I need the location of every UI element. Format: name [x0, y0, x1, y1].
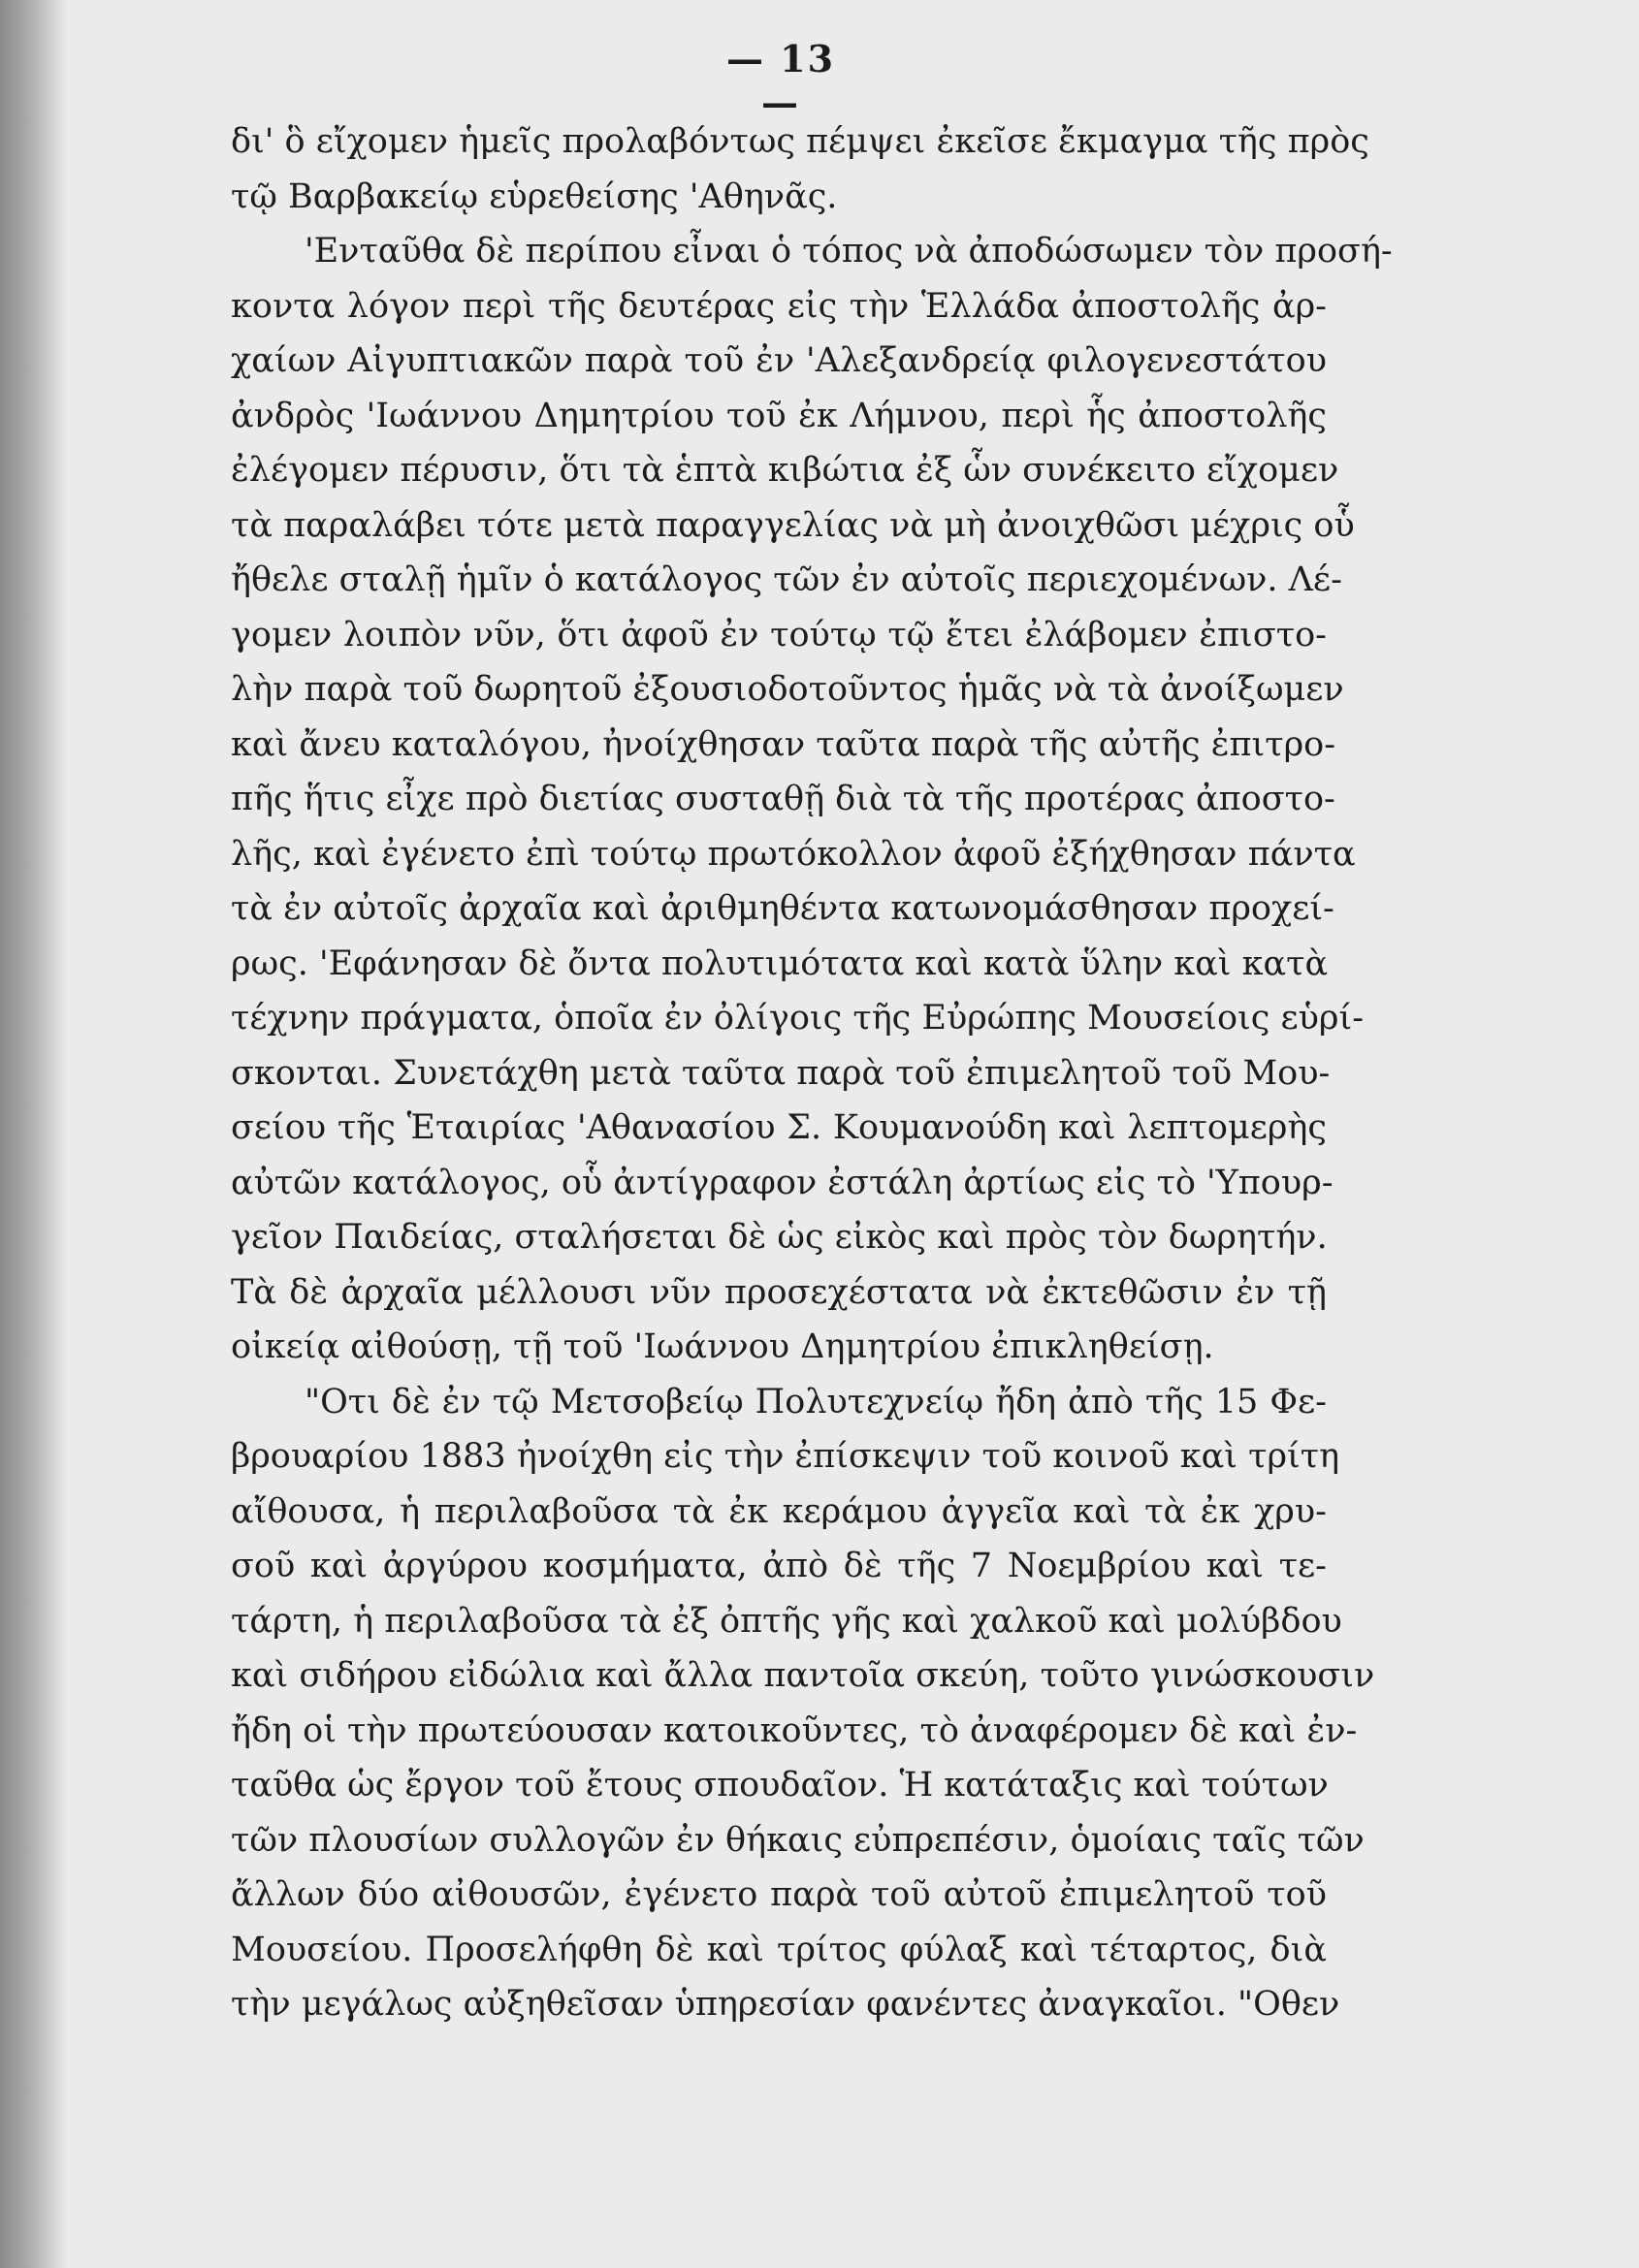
- text-line: ἐλέγομεν πέρυσιν, ὅτι τὰ ἑπτὰ κιβώτια ἐξ ὧν συνέκειτο εἴχομεν: [231, 451, 1339, 490]
- text-line: τέχνην πράγματα, ὁποῖα ἐν ὀλίγοις τῆς Εὐρώπης Μουσείοις εὑρί-: [231, 999, 1365, 1038]
- text-line: σοῦ καὶ ἀργύρου κοσμήματα, ἀπὸ δὲ τῆς 7 Νοεμβρίου καὶ τε-: [231, 1547, 1327, 1585]
- text-line: ἀνδρὸς 'Ιωάννου Δημητρίου τοῦ ἐκ Λήμνου, περὶ ἧς ἀποστολῆς: [231, 396, 1327, 435]
- text-line: σείου τῆς Ἑταιρίας 'Αθανασίου Σ. Κουμανούδη καὶ λεπτομερὴς: [231, 1108, 1327, 1147]
- text-line: "Οτι δὲ ἐν τῷ Μετσοβείῳ Πολυτεχνείῳ ἤδη ἀπὸ τῆς 15 Φε-: [305, 1382, 1327, 1421]
- text-line: τῶν πλουσίων συλλογῶν ἐν θήκαις εὐπρεπέσιν, ὁμοίαις ταῖς τῶν: [231, 1820, 1365, 1860]
- text-line: τὴν μεγάλως αὐξηθεῖσαν ὑπηρεσίαν φανέντες ἀναγκαῖοι. "Οθεν: [231, 1985, 1340, 2024]
- text-line: χαίων Αἰγυπτιακῶν παρὰ τοῦ ἐν 'Αλεξανδρείᾳ φιλογενεστάτου: [231, 341, 1327, 380]
- text-line: Τὰ δὲ ἀρχαῖα μέλλουσι νῦν προσεχέστατα νὰ ἐκτεθῶσιν ἐν τῇ: [231, 1272, 1327, 1312]
- text-line: βρουαρίου 1883 ἠνοίχθη εἰς τὴν ἐπίσκεψιν τοῦ κοινοῦ καὶ τρίτη: [231, 1437, 1340, 1476]
- body-text: [231, 114, 1393, 2032]
- text-line: δι' ὃ εἴχομεν ἡμεῖς προλαβόντως πέμψει ἐκεῖσε ἔκμαγμα τῆς πρὸς: [231, 122, 1369, 161]
- text-line: ταῦθα ὡς ἔργον τοῦ ἔτους σπουδαῖον. Ἡ κατάταξις καὶ τούτων: [231, 1766, 1329, 1805]
- text-line: ἄλλων δύο αἰθουσῶν, ἐγένετο παρὰ τοῦ αὐτοῦ ἐπιμελητοῦ τοῦ: [231, 1875, 1327, 1914]
- text-line: τὰ ἐν αὐτοῖς ἀρχαῖα καὶ ἀριθμηθέντα κατωνομάσθησαν προχεί-: [231, 889, 1334, 928]
- text-line: 'Ενταῦθα δὲ περίπου εἶναι ὁ τόπος νὰ ἀποδώσωμεν τὸν προσή-: [305, 232, 1393, 271]
- text-line: ἤδη οἱ τὴν πρωτεύουσαν κατοικοῦντες, τὸ ἀναφέρομεν δὲ καὶ ἐν-: [231, 1710, 1358, 1750]
- text-line: καὶ ἄνευ καταλόγου, ἠνοίχθησαν ταῦτα παρὰ τῆς αὐτῆς ἐπιτρο-: [231, 724, 1336, 764]
- text-line: λῆς, καὶ ἐγένετο ἐπὶ τούτῳ πρωτόκολλον ἀφοῦ ἐξήχθησαν πάντα: [231, 834, 1356, 874]
- text-line: καὶ σιδήρου εἰδώλια καὶ ἄλλα παντοῖα σκεύη, τοῦτο γινώσκουσιν: [231, 1656, 1375, 1695]
- text-line: ἤθελε σταλῇ ἡμῖν ὁ κατάλογος τῶν ἐν αὐτοῖς περιεχομένων. Λέ-: [231, 560, 1342, 599]
- text-line: λὴν παρὰ τοῦ δωρητοῦ ἐξουσιοδοτοῦντος ἡμᾶς νὰ τὰ ἀνοίξωμεν: [231, 670, 1344, 709]
- text-line: τὰ παραλάβει τότε μετὰ παραγγελίας νὰ μὴ ἀνοιχθῶσι μέχρις οὗ: [231, 505, 1355, 545]
- text-line: οἰκείᾳ αἰθούσῃ, τῇ τοῦ 'Ιωάννου Δημητρίου ἐπικληθείσῃ.: [231, 1327, 1214, 1366]
- text-line: πῆς ἥτις εἶχε πρὸ διετίας συσταθῇ διὰ τὰ τῆς προτέρας ἀποστο-: [231, 780, 1335, 818]
- text-line: γεῖον Παιδείας, σταλήσεται δὲ ὡς εἰκὸς καὶ πρὸς τὸν δωρητήν.: [231, 1218, 1328, 1257]
- text-line: τῷ Βαρβακείῳ εὑρεθείσης 'Αθηνᾶς.: [231, 176, 838, 216]
- page-number: — 13 —: [725, 37, 836, 124]
- text-line: τάρτη, ἡ περιλαβοῦσα τὰ ἐξ ὀπτῆς γῆς καὶ χαλκοῦ καὶ μολύβδου: [231, 1601, 1342, 1641]
- text-line: αἴθουσα, ἡ περιλαβοῦσα τὰ ἐκ κεράμου ἀγγεῖα καὶ τὰ ἐκ χρυ-: [231, 1491, 1327, 1531]
- text-line: Μουσείου. Προσελήφθη δὲ καὶ τρίτος φύλαξ καὶ τέταρτος, διὰ: [231, 1930, 1327, 1969]
- text-line: κοντα λόγον περὶ τῆς δευτέρας εἰς τὴν Ἑλλάδα ἀποστολῆς ἀρ-: [231, 286, 1327, 326]
- text-line: αὐτῶν κατάλογος, οὗ ἀντίγραφον ἐστάλη ἀρτίως εἰς τὸ 'Υπουρ-: [231, 1163, 1334, 1202]
- text-line: ρως. 'Εφάνησαν δὲ ὄντα πολυτιμότατα καὶ κατὰ ὕλην καὶ κατὰ: [231, 943, 1329, 983]
- text-line: σκονται. Συνετάχθη μετὰ ταῦτα παρὰ τοῦ ἐπιμελητοῦ τοῦ Μου-: [231, 1053, 1331, 1093]
- text-line: γομεν λοιπὸν νῦν, ὅτι ἀφοῦ ἐν τούτῳ τῷ ἔτει ἐλάβομεν ἐπιστο-: [231, 615, 1327, 655]
